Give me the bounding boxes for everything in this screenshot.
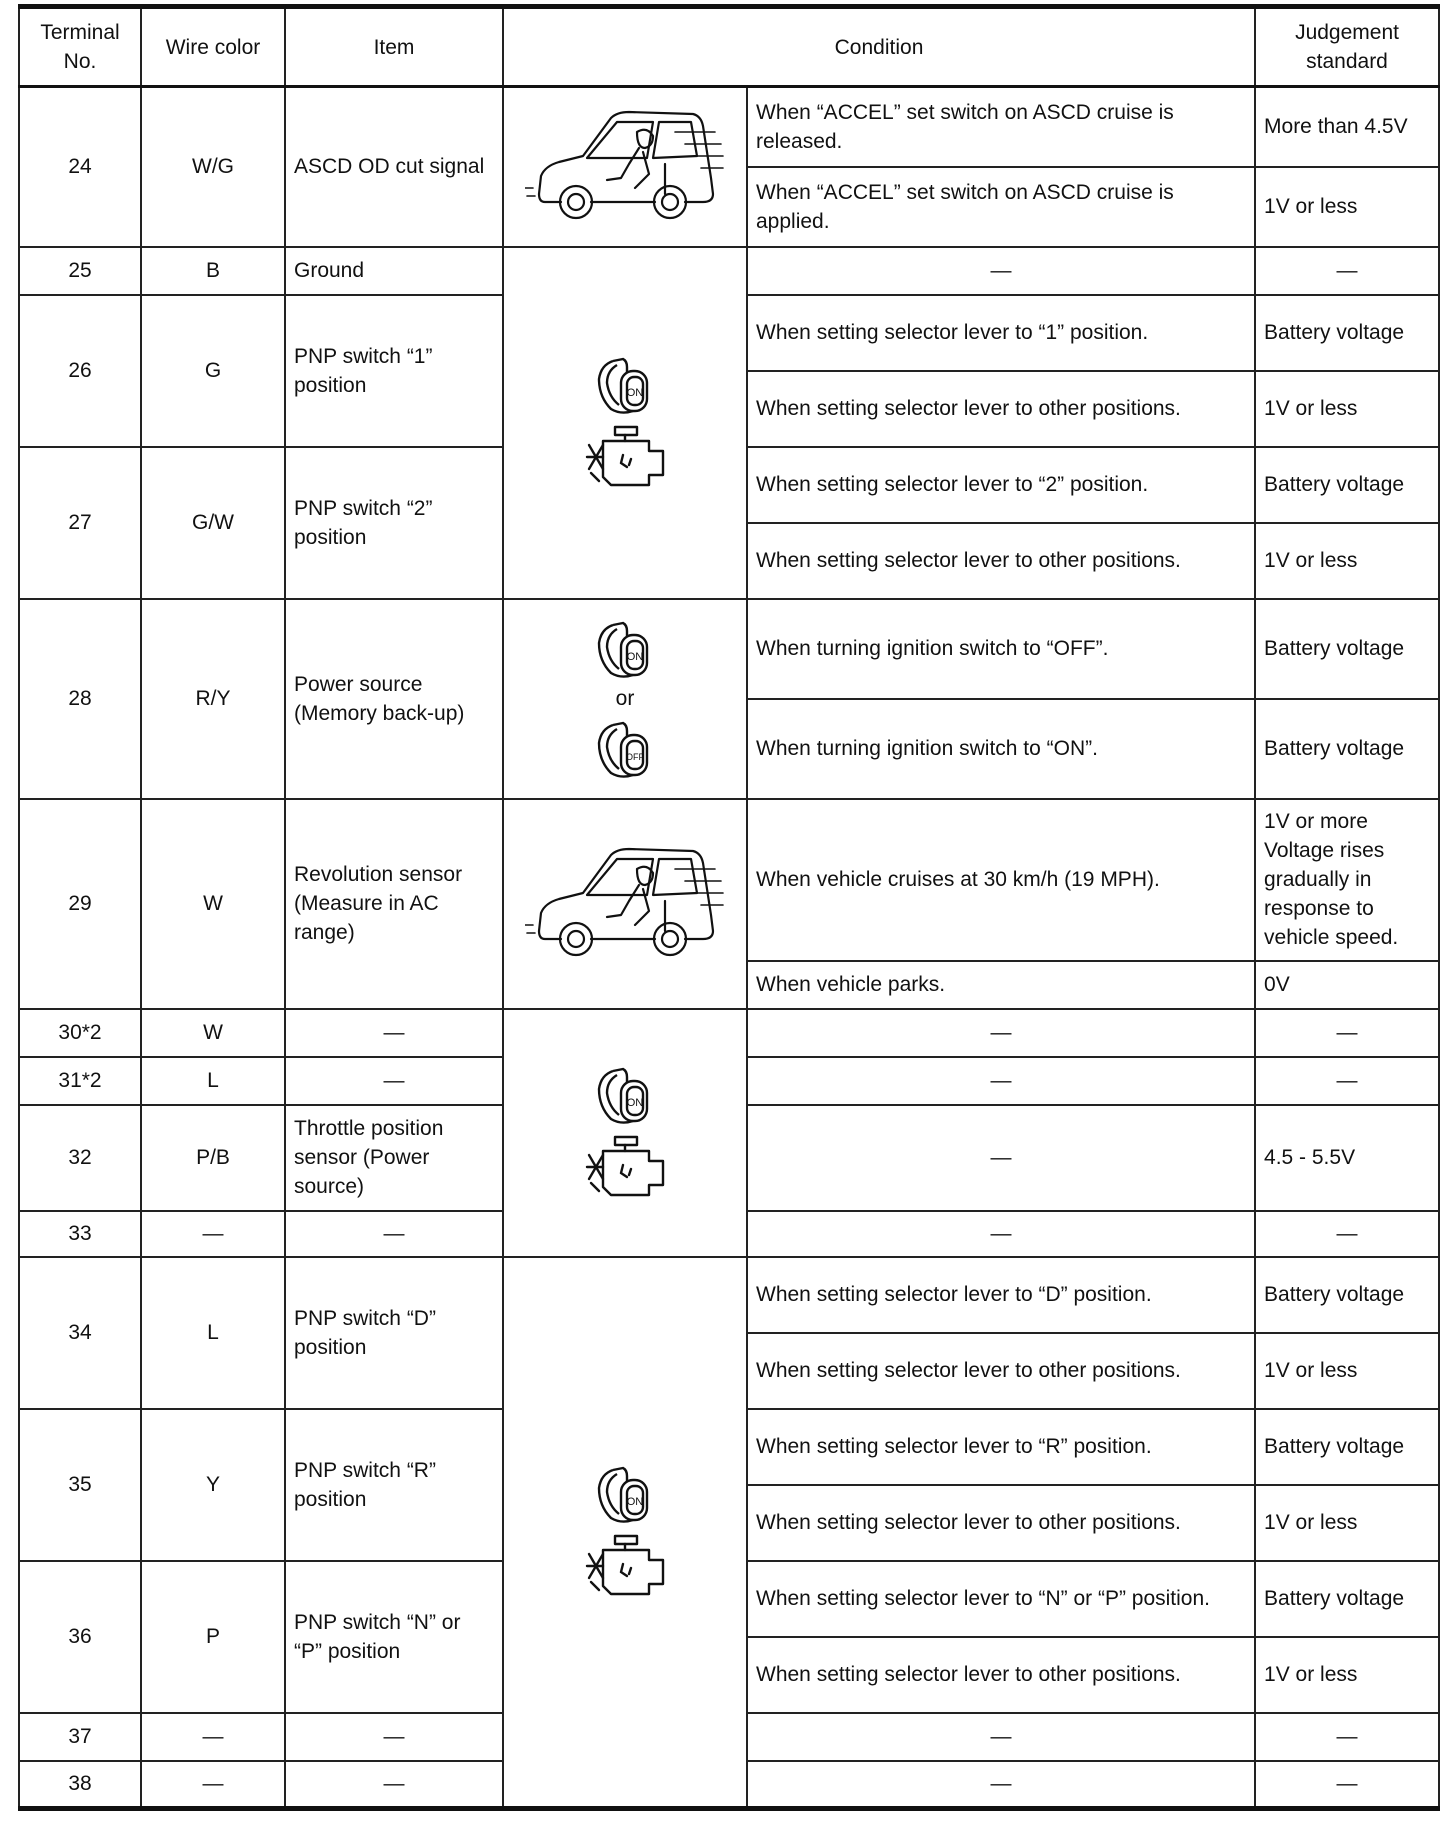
- table-row: [19, 799, 1439, 961]
- header-condition: Condition: [503, 7, 1255, 87]
- item: ASCD OD cut signal: [285, 87, 503, 247]
- item-dash: —: [285, 1057, 503, 1105]
- condition-icon-cell: [503, 1257, 747, 1809]
- item: Power source (Memory back-up): [285, 599, 503, 799]
- ignition-key-off-icon: [593, 717, 657, 781]
- wire-color: L: [141, 1257, 285, 1409]
- condition-dash: —: [747, 1211, 1255, 1257]
- judgement: 4.5 - 5.5V: [1255, 1105, 1439, 1211]
- condition-dash: —: [747, 1009, 1255, 1057]
- car-driving-icon: [525, 839, 725, 969]
- terminal-table: [18, 4, 1440, 1811]
- judgement: Battery voltage: [1255, 699, 1439, 799]
- svg-text:ON: ON: [626, 1096, 644, 1109]
- condition: When turning ignition switch to “OFF”.: [747, 599, 1255, 699]
- ignition-key-on-icon: [593, 353, 657, 417]
- engine-stopped-icon: [581, 423, 669, 493]
- item: Ground: [285, 247, 503, 295]
- table-row: [19, 599, 1439, 699]
- wire-color: W: [141, 799, 285, 1009]
- judgement: Battery voltage: [1255, 1409, 1439, 1485]
- judgement: 0V: [1255, 961, 1439, 1009]
- item-dash: —: [285, 1211, 503, 1257]
- judgement: Battery voltage: [1255, 1561, 1439, 1637]
- terminal-no: 30*2: [19, 1009, 141, 1057]
- wire-color: P: [141, 1561, 285, 1713]
- wire-color-dash: —: [141, 1713, 285, 1761]
- terminal-no: 34: [19, 1257, 141, 1409]
- condition: When turning ignition switch to “ON”.: [747, 699, 1255, 799]
- engine-stopped-icon: [581, 1133, 669, 1203]
- table-row: [19, 1257, 1439, 1333]
- terminal-no: 31*2: [19, 1057, 141, 1105]
- item: PNP switch “1” position: [285, 295, 503, 447]
- condition: When setting selector lever to “2” position.: [747, 447, 1255, 523]
- condition: When “ACCEL” set switch on ASCD cruise is released.: [747, 87, 1255, 167]
- judgement-dash: —: [1255, 1057, 1439, 1105]
- wire-color: G: [141, 295, 285, 447]
- judgement: Battery voltage: [1255, 447, 1439, 523]
- judgement: Battery voltage: [1255, 295, 1439, 371]
- terminal-no: 25: [19, 247, 141, 295]
- judgement: 1V or less: [1255, 1333, 1439, 1409]
- judgement: 1V or less: [1255, 167, 1439, 247]
- judgement: 1V or less: [1255, 1637, 1439, 1713]
- condition: When vehicle cruises at 30 km/h (19 MPH).: [747, 799, 1255, 961]
- terminal-no: 33: [19, 1211, 141, 1257]
- wire-color: G/W: [141, 447, 285, 599]
- terminal-no: 36: [19, 1561, 141, 1713]
- table-row: [19, 247, 1439, 295]
- condition: When setting selector lever to “N” or “P” position.: [747, 1561, 1255, 1637]
- ignition-key-on-icon: [593, 1462, 657, 1526]
- condition-icon-cell: [503, 87, 747, 247]
- item-dash: —: [285, 1713, 503, 1761]
- condition-icon-cell: [503, 1009, 747, 1257]
- terminal-no: 32: [19, 1105, 141, 1211]
- header-row: [19, 7, 1439, 87]
- item: Revolution sensor (Measure in AC range): [285, 799, 503, 1009]
- condition-dash: —: [747, 1761, 1255, 1809]
- wire-color: P/B: [141, 1105, 285, 1211]
- condition: When setting selector lever to other positions.: [747, 1485, 1255, 1561]
- judgement: 1V or more Voltage rises gradually in response to vehicle speed.: [1255, 799, 1439, 961]
- judgement-dash: —: [1255, 1211, 1439, 1257]
- svg-text:ON: ON: [626, 1495, 644, 1508]
- condition: When setting selector lever to other positions.: [747, 371, 1255, 447]
- wire-color-dash: —: [141, 1211, 285, 1257]
- item-dash: —: [285, 1761, 503, 1809]
- wire-color: W/G: [141, 87, 285, 247]
- terminal-no: 24: [19, 87, 141, 247]
- wire-color: Y: [141, 1409, 285, 1561]
- engine-stopped-icon: [581, 1532, 669, 1602]
- svg-text:OFF: OFF: [626, 751, 644, 762]
- condition-dash: —: [747, 1713, 1255, 1761]
- judgement: Battery voltage: [1255, 1257, 1439, 1333]
- header-judgement: Judgement standard: [1255, 7, 1439, 87]
- item: Throttle position sensor (Power source): [285, 1105, 503, 1211]
- terminal-table-sheet: [18, 4, 1438, 1811]
- ignition-key-on-icon: [593, 1063, 657, 1127]
- judgement: 1V or less: [1255, 1485, 1439, 1561]
- item: PNP switch “N” or “P” position: [285, 1561, 503, 1713]
- judgement-dash: —: [1255, 247, 1439, 295]
- svg-text:ON: ON: [626, 386, 644, 399]
- item: PNP switch “R” position: [285, 1409, 503, 1561]
- header-item: Item: [285, 7, 503, 87]
- condition-icon-cell: [503, 599, 747, 799]
- judgement-dash: —: [1255, 1009, 1439, 1057]
- judgement: More than 4.5V: [1255, 87, 1439, 167]
- ignition-key-on-icon: [593, 617, 657, 681]
- judgement: Battery voltage: [1255, 599, 1439, 699]
- svg-text:ON: ON: [626, 650, 644, 663]
- condition-icon-cell: [503, 799, 747, 1009]
- judgement: 1V or less: [1255, 523, 1439, 599]
- item-dash: —: [285, 1009, 503, 1057]
- condition: When setting selector lever to other positions.: [747, 523, 1255, 599]
- header-wire-color: Wire color: [141, 7, 285, 87]
- judgement: 1V or less: [1255, 371, 1439, 447]
- condition-dash: —: [747, 1057, 1255, 1105]
- condition-dash: —: [747, 247, 1255, 295]
- table-row: [19, 87, 1439, 167]
- condition: When “ACCEL” set switch on ASCD cruise is applied.: [747, 167, 1255, 247]
- condition-dash: —: [747, 1105, 1255, 1211]
- condition: When setting selector lever to “R” position.: [747, 1409, 1255, 1485]
- wire-color: B: [141, 247, 285, 295]
- header-terminal: Terminal No.: [19, 7, 141, 87]
- item: PNP switch “2” position: [285, 447, 503, 599]
- condition: When vehicle parks.: [747, 961, 1255, 1009]
- condition: When setting selector lever to other positions.: [747, 1333, 1255, 1409]
- or-label: or: [615, 686, 635, 710]
- condition: When setting selector lever to “D” position.: [747, 1257, 1255, 1333]
- terminal-no: 26: [19, 295, 141, 447]
- terminal-no: 29: [19, 799, 141, 1009]
- wire-color-dash: —: [141, 1761, 285, 1809]
- item: PNP switch “D” position: [285, 1257, 503, 1409]
- terminal-no: 27: [19, 447, 141, 599]
- table-row: [19, 1009, 1439, 1057]
- judgement-dash: —: [1255, 1713, 1439, 1761]
- condition: When setting selector lever to “1” position.: [747, 295, 1255, 371]
- terminal-no: 37: [19, 1713, 141, 1761]
- wire-color: R/Y: [141, 599, 285, 799]
- condition: When setting selector lever to other positions.: [747, 1637, 1255, 1713]
- terminal-no: 38: [19, 1761, 141, 1809]
- condition-icon-cell: [503, 247, 747, 599]
- terminal-no: 28: [19, 599, 141, 799]
- judgement-dash: —: [1255, 1761, 1439, 1809]
- terminal-no: 35: [19, 1409, 141, 1561]
- car-driving-icon: [525, 102, 725, 232]
- wire-color: W: [141, 1009, 285, 1057]
- wire-color: L: [141, 1057, 285, 1105]
